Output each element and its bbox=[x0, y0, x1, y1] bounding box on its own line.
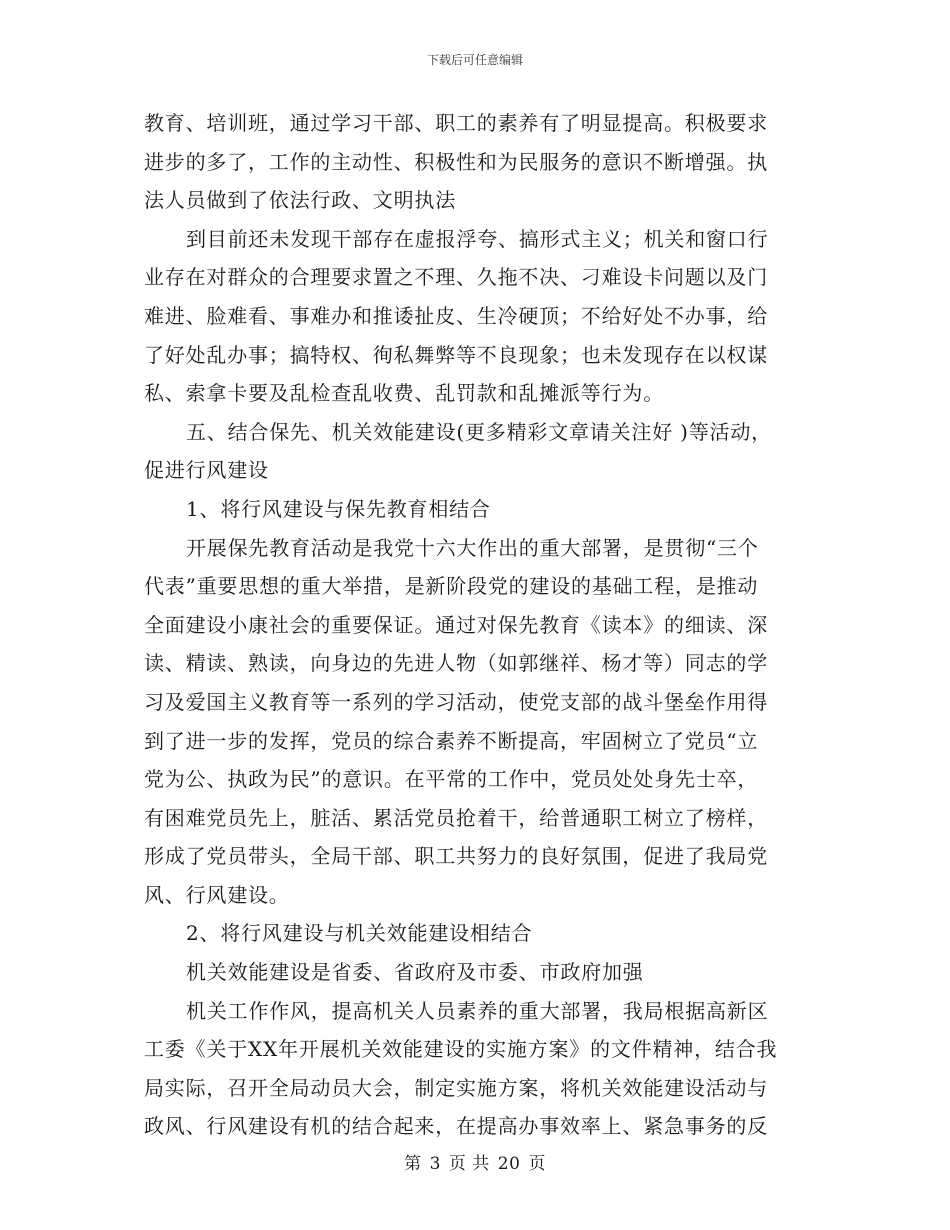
text-line: 促进行风建设 bbox=[144, 458, 269, 483]
footer-prefix: 第 bbox=[404, 1154, 422, 1174]
text-line: 工委《关于XX年开展机关效能建设的实施方案》的文件精神，结合我 bbox=[144, 1037, 778, 1062]
total-pages: 20 bbox=[497, 1154, 521, 1174]
text-line: 到了进一步的发挥，党员的综合素养不断提高，牢固树立了党员“立 bbox=[144, 728, 759, 753]
text-line: 2、将行风建设与机关效能建设相结合 bbox=[186, 921, 533, 946]
text-line: 了好处乱办事；搞特权、徇私舞弊等不良现象；也未发现存在以权谋 bbox=[144, 342, 768, 367]
header-note: 下载后可任意编辑 bbox=[426, 53, 523, 67]
text-line: 全面建设小康社会的重要保证。通过对保先教育《读本》的细读、深 bbox=[144, 612, 768, 637]
text-line: 到目前还未发现干部存在虚报浮夸、搞形式主义；机关和窗口行 bbox=[186, 226, 769, 251]
text-line: 党为公、执政为民”的意识。在平常的工作中，党员处处身先士卒， bbox=[144, 767, 759, 792]
text-line: 局实际，召开全局动员大会，制定实施方案，将机关效能建设活动与 bbox=[144, 1075, 768, 1100]
text-line: 风、行风建设。 bbox=[144, 882, 290, 907]
page-number: 3 bbox=[429, 1154, 441, 1174]
text-line: 难进、脸难看、事难办和推诿扯皮、生冷硬顶；不给好处不办事，给 bbox=[144, 303, 768, 328]
text-line: 1、将行风建设与保先教育相结合 bbox=[186, 496, 491, 521]
text-line: 法人员做到了依法行政、文明执法 bbox=[144, 188, 456, 213]
text-line: 进步的多了，工作的主动性、积极性和为民服务的意识不断增强。执 bbox=[144, 149, 768, 174]
text-line: 教育、培训班，通过学习干部、职工的素养有了明显提高。积极要求 bbox=[144, 111, 768, 135]
text-line: 习及爱国主义教育等一系列的学习活动，使党支部的战斗堡垒作用得 bbox=[144, 689, 768, 714]
text-line: 业存在对群众的合理要求置之不理、久拖不决、刁难设卡问题以及门 bbox=[144, 265, 768, 290]
page-header bbox=[0, 52, 950, 68]
text-line: 机关工作作风，提高机关人员素养的重大部署，我局根据高新区 bbox=[186, 998, 769, 1023]
text-line: 有困难党员先上，脏活、累活党员抢着干，给普通职工树立了榜样， bbox=[144, 805, 768, 830]
footer-suffix: 页 bbox=[528, 1154, 546, 1174]
footer-middle: 页 共 bbox=[448, 1154, 490, 1174]
document-body bbox=[144, 104, 808, 1146]
text-line: 政风、行风建设有机的结合起来，在提高办事效率上、紧急事务的反 bbox=[144, 1114, 768, 1139]
text-line: 开展保先教育活动是我党十六大作出的重大部署，是贯彻“三个 bbox=[186, 535, 759, 560]
text-line: 五、结合保先、机关效能建设(更多精彩文章请关注好 )等活动， bbox=[186, 419, 772, 444]
text-line: 代表”重要思想的重大举措，是新阶段党的建设的基础工程，是推动 bbox=[144, 574, 759, 599]
text-line: 私、索拿卡要及乱检查乱收费、乱罚款和乱摊派等行为。 bbox=[144, 381, 664, 406]
text-line: 机关效能建设是省委、省政府及市委、市政府加强 bbox=[186, 960, 644, 985]
text-line: 形成了党员带头，全局干部、职工共努力的良好氛围，促进了我局党 bbox=[144, 844, 768, 869]
page-footer bbox=[0, 1153, 950, 1175]
text-line: 读、精读、熟读，向身边的先进人物（如郭继祥、杨才等）同志的学 bbox=[144, 651, 768, 676]
